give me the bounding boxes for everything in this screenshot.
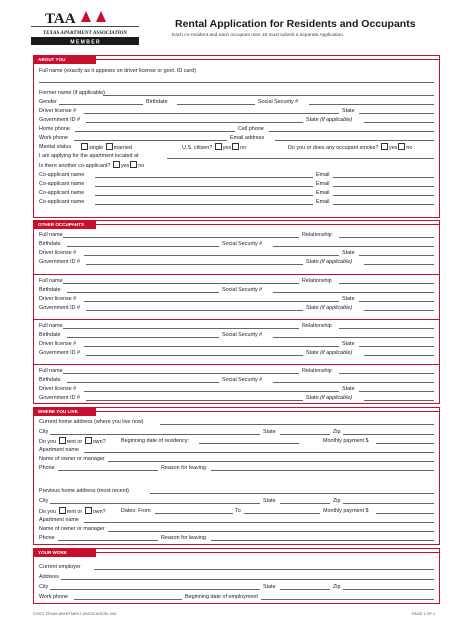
field-coapplicant-name[interactable] <box>95 204 313 205</box>
checkbox-prev-own[interactable] <box>85 507 92 514</box>
field-coapplicant-email[interactable] <box>333 186 434 187</box>
field-occupant-dl-state[interactable] <box>359 255 434 256</box>
label-ssn: Social Security # <box>258 99 299 105</box>
label-smoke-no: no <box>406 145 413 151</box>
field-occupant-government-id[interactable] <box>86 400 303 401</box>
label-applying-for: I am applying for the apartment located at <box>39 153 139 159</box>
label-occupant-driver-license: Driver license # <box>39 386 77 392</box>
field-gov-state[interactable] <box>364 122 434 123</box>
label-work-city: City <box>39 584 49 590</box>
label-occupant-relationship: Relationship <box>302 323 332 329</box>
label-coapplicant-name: Co-applicant name <box>39 181 85 187</box>
logo-member-text: M E M B E R <box>70 39 100 46</box>
field-occupant-gov-state[interactable] <box>364 355 434 356</box>
label-gender: Gender <box>39 99 57 105</box>
field-dl-state[interactable] <box>359 113 434 114</box>
label-smoke: Do you or does any occupant smoke? <box>288 145 379 151</box>
field-occupant-driver-license[interactable] <box>84 346 339 347</box>
section-tab-where-you-live: WHERE YOU LIVE <box>34 408 96 416</box>
label-prev-own: own? <box>92 509 106 515</box>
label-employer-address: Address <box>39 574 59 580</box>
field-prev-apartment-name[interactable] <box>84 522 434 523</box>
field-begin-employment[interactable] <box>261 599 434 600</box>
field-coapplicant-email[interactable] <box>333 195 434 196</box>
field-dates-from[interactable] <box>155 513 233 514</box>
label-coapplicant-email: Email <box>316 172 330 178</box>
label-current-address: Current home address (where you live now) <box>39 419 144 425</box>
label-begin-residency: Beginning date of residency: <box>121 438 190 444</box>
footer-copyright: ©2021 TEXAS APARTMENT ASSOCIATION, INC. <box>33 612 118 616</box>
label-prev-city: City <box>39 498 49 504</box>
label-occupant-government-id: Government ID # <box>39 259 81 265</box>
checkbox-rent[interactable] <box>59 437 66 444</box>
field-occupant-birthdate[interactable] <box>67 246 219 247</box>
field-work-city[interactable] <box>50 589 260 590</box>
label-occupant-birthdate: Birthdate <box>39 377 61 383</box>
section-where-you-live <box>33 407 440 545</box>
field-occupant-government-id[interactable] <box>86 310 303 311</box>
occupant-block <box>34 231 439 275</box>
logo-main-text: TAA <box>45 11 76 27</box>
label-owner-manager: Name of owner or manager <box>39 456 105 462</box>
field-zip[interactable] <box>343 434 434 435</box>
field-occupant-full-name[interactable] <box>63 237 299 238</box>
label-occupant-gov-state: State <box>306 259 319 265</box>
checkbox-single[interactable] <box>81 143 88 150</box>
field-occupant-birthdate[interactable] <box>67 292 219 293</box>
label-if-applicable: (if applicable) <box>320 305 353 311</box>
label-current-employer: Current employer <box>39 564 81 570</box>
field-prev-zip[interactable] <box>343 503 434 504</box>
field-city[interactable] <box>50 434 260 435</box>
field-cell-phone[interactable] <box>269 131 434 132</box>
label-occupant-dl-state: State <box>342 386 355 392</box>
label-occupant-government-id: Government ID # <box>39 305 81 311</box>
label-gov-state: State <box>306 117 319 123</box>
label-occupant-full-name: Full name <box>39 368 63 374</box>
label-occupant-birthdate: Birthdate <box>39 332 61 338</box>
label-occupant-driver-license: Driver license # <box>39 296 77 302</box>
label-occupant-full-name: Full name <box>39 278 63 284</box>
label-occupant-driver-license: Driver license # <box>39 250 77 256</box>
label-work-phone: Work phone <box>39 135 68 141</box>
label-occupant-full-name: Full name <box>39 323 63 329</box>
field-monthly-payment[interactable] <box>376 443 434 444</box>
field-previous-address[interactable] <box>150 493 434 494</box>
label-occupant-dl-state: State <box>342 296 355 302</box>
field-full-name[interactable] <box>39 82 434 83</box>
field-occupant-relationship[interactable] <box>339 237 434 238</box>
label-prev-apartment-name: Apartment name <box>39 517 79 523</box>
occupant-block <box>34 367 439 403</box>
label-occupant-ssn: Social Security # <box>222 377 263 383</box>
section-your-work <box>33 548 440 604</box>
field-prev-reason-leaving[interactable] <box>211 540 434 541</box>
taa-logo <box>31 10 139 48</box>
label-occupant-gov-state: State <box>306 305 319 311</box>
checkbox-citizen-no[interactable] <box>232 143 239 150</box>
label-coapp-yes: yes <box>120 163 130 169</box>
label-prev-state: State <box>263 498 276 504</box>
field-apartment-name[interactable] <box>84 452 434 453</box>
label-previous-address: Previous home address (most recent) <box>39 488 129 494</box>
label-us-citizen: U.S. citizen? <box>182 145 213 151</box>
field-birthdate[interactable] <box>177 104 255 105</box>
label-do-you: Do you <box>39 439 57 445</box>
checkbox-prev-rent[interactable] <box>59 507 66 514</box>
label-occupant-driver-license: Driver license # <box>39 341 77 347</box>
label-coapplicant-name: Co-applicant name <box>39 199 85 205</box>
label-citizen-yes: yes <box>222 145 232 151</box>
field-state[interactable] <box>280 434 330 435</box>
field-occupant-relationship[interactable] <box>339 328 434 329</box>
field-occupant-dl-state[interactable] <box>359 346 434 347</box>
label-work-zip: Zip <box>333 584 341 590</box>
label-if-applicable: (if applicable) <box>320 350 353 356</box>
label-occupant-birthdate: Birthdate <box>39 287 61 293</box>
field-work-state[interactable] <box>280 589 330 590</box>
field-dates-to[interactable] <box>244 513 320 514</box>
label-cell-phone: Cell phone <box>238 126 264 132</box>
field-occupant-relationship[interactable] <box>339 283 434 284</box>
label-former-name: Former name (if applicable) <box>39 90 105 96</box>
field-prev-phone[interactable] <box>58 540 158 541</box>
label-state: State <box>263 429 276 435</box>
field-occupant-dl-state[interactable] <box>359 391 434 392</box>
label-coapp-no: no <box>138 163 145 169</box>
label-prev-do-you: Do you <box>39 509 57 515</box>
label-if-applicable: (if applicable) <box>320 395 353 401</box>
label-apartment-name: Apartment name <box>39 447 79 453</box>
field-coapplicant-name[interactable] <box>95 177 313 178</box>
label-prev-monthly-payment: Monthly payment $ <box>323 508 369 514</box>
label-occupant-government-id: Government ID # <box>39 395 81 401</box>
label-employer-phone: Work phone <box>39 594 68 600</box>
section-tab-about-you: ABOUT YOU <box>34 56 96 64</box>
label-marital-status: Marital status <box>39 144 72 150</box>
checkbox-married[interactable] <box>106 143 113 150</box>
page-header <box>0 0 474 52</box>
label-occupant-dl-state: State <box>342 250 355 256</box>
field-employer-address[interactable] <box>61 579 434 580</box>
field-prev-monthly-payment[interactable] <box>376 513 434 514</box>
field-occupant-ssn[interactable] <box>273 337 434 338</box>
checkbox-coapp-no[interactable] <box>130 161 137 168</box>
label-prev-phone: Phone <box>39 535 55 541</box>
label-occupant-relationship: Relationship <box>302 232 332 238</box>
field-prev-owner-manager[interactable] <box>108 531 434 532</box>
field-current-employer[interactable] <box>94 569 434 570</box>
field-former-name[interactable] <box>103 95 434 96</box>
field-occupant-driver-license[interactable] <box>84 391 339 392</box>
field-employer-phone[interactable] <box>74 599 182 600</box>
field-owner-manager[interactable] <box>108 461 434 462</box>
field-current-address[interactable] <box>160 424 434 425</box>
label-prev-rent: rent or <box>66 509 83 515</box>
section-about-you <box>33 55 440 218</box>
field-occupant-full-name[interactable] <box>63 283 299 284</box>
occupant-block <box>34 277 439 321</box>
label-occupant-ssn: Social Security # <box>222 241 263 247</box>
field-occupant-full-name[interactable] <box>63 373 299 374</box>
label-dates-from: Dates: From <box>121 508 151 514</box>
label-own: own? <box>92 439 106 445</box>
label-another-coapplicant: Is there another co-applicant? <box>39 163 111 169</box>
field-occupant-relationship[interactable] <box>339 373 434 374</box>
field-occupant-gov-state[interactable] <box>364 400 434 401</box>
label-citizen-no: no <box>240 145 247 151</box>
field-coapplicant-name[interactable] <box>95 186 313 187</box>
label-zip: Zip <box>333 429 341 435</box>
field-gender[interactable] <box>59 104 143 105</box>
label-rent: rent or <box>66 439 83 445</box>
section-tab-other-occupants: OTHER OCCUPANTS <box>34 221 96 229</box>
field-government-id[interactable] <box>86 122 303 123</box>
page-subtitle: Each co-resident and each occupant over 18 must submit a separate Application. <box>172 33 345 38</box>
label-occupant-relationship: Relationship <box>302 368 332 374</box>
label-occupant-birthdate: Birthdate <box>39 241 61 247</box>
label-prev-zip: Zip <box>333 498 341 504</box>
label-occupant-government-id: Government ID # <box>39 350 81 356</box>
label-if-applicable: (if applicable) <box>320 117 353 123</box>
logo-org-text: TEXAS APARTMENT ASSOCIATION <box>42 30 128 36</box>
label-occupant-relationship: Relationship <box>302 278 332 284</box>
field-occupant-gov-state[interactable] <box>364 264 434 265</box>
label-coapplicant-name: Co-applicant name <box>39 190 85 196</box>
label-if-applicable: (if applicable) <box>320 259 353 265</box>
field-email[interactable] <box>275 140 434 141</box>
field-coapplicant-name[interactable] <box>95 195 313 196</box>
label-married: married <box>113 145 132 151</box>
field-begin-residency[interactable] <box>199 443 299 444</box>
label-dates-to: To <box>235 508 241 514</box>
label-email: Email address <box>230 135 265 141</box>
field-work-zip[interactable] <box>343 589 434 590</box>
label-occupant-full-name: Full name <box>39 232 63 238</box>
checkbox-citizen-yes[interactable] <box>215 143 222 150</box>
label-government-id: Government ID # <box>39 117 81 123</box>
label-birthdate: Birthdate <box>146 99 168 105</box>
label-occupant-gov-state: State <box>306 350 319 356</box>
label-dl-state: State <box>342 108 355 114</box>
field-occupant-full-name[interactable] <box>63 328 299 329</box>
field-occupant-driver-license[interactable] <box>84 255 339 256</box>
label-coapplicant-email: Email <box>316 190 330 196</box>
field-prev-city[interactable] <box>50 503 260 504</box>
label-occupant-ssn: Social Security # <box>222 332 263 338</box>
label-home-phone: Home phone <box>39 126 70 132</box>
section-other-occupants <box>33 220 440 404</box>
field-occupant-ssn[interactable] <box>273 292 434 293</box>
field-ssn[interactable] <box>309 104 434 105</box>
field-prev-state[interactable] <box>280 503 330 504</box>
field-occupant-ssn[interactable] <box>273 246 434 247</box>
page-title: Rental Application for Residents and Occupants <box>175 18 416 30</box>
label-occupant-gov-state: State <box>306 395 319 401</box>
field-occupant-birthdate[interactable] <box>67 337 219 338</box>
checkbox-coapp-yes[interactable] <box>113 161 120 168</box>
occupant-block <box>34 322 439 366</box>
label-phone: Phone <box>39 465 55 471</box>
label-smoke-yes: yes <box>389 145 398 151</box>
field-home-phone[interactable] <box>75 131 235 132</box>
field-phone[interactable] <box>58 470 158 471</box>
label-coapplicant-email: Email <box>316 199 330 205</box>
field-occupant-dl-state[interactable] <box>359 301 434 302</box>
label-begin-employment: Beginning date of employment <box>185 594 258 600</box>
section-tab-your-work: YOUR WORK <box>34 549 96 557</box>
label-occupant-dl-state: State <box>342 341 355 347</box>
checkbox-smoke-yes[interactable] <box>381 143 388 150</box>
field-occupant-government-id[interactable] <box>86 264 303 265</box>
label-single: single <box>89 145 104 151</box>
label-driver-license: Driver license # <box>39 108 77 114</box>
field-reason-leaving[interactable] <box>211 470 434 471</box>
label-prev-reason-leaving: Reason for leaving <box>161 535 206 541</box>
field-coapplicant-email[interactable] <box>333 177 434 178</box>
field-coapplicant-email[interactable] <box>333 204 434 205</box>
field-work-phone[interactable] <box>74 140 227 141</box>
field-occupant-birthdate[interactable] <box>67 382 219 383</box>
field-occupant-driver-license[interactable] <box>84 301 339 302</box>
field-occupant-ssn[interactable] <box>273 382 434 383</box>
label-coapplicant-email: Email <box>316 181 330 187</box>
label-city: City <box>39 429 49 435</box>
field-occupant-government-id[interactable] <box>86 355 303 356</box>
label-full-name: Full name (exactly as it appears on driver license or govt. ID card) <box>39 68 196 74</box>
field-apartment-address[interactable] <box>167 158 434 159</box>
label-occupant-ssn: Social Security # <box>222 287 263 293</box>
checkbox-smoke-no[interactable] <box>398 143 405 150</box>
field-driver-license[interactable] <box>84 113 339 114</box>
field-occupant-gov-state[interactable] <box>364 310 434 311</box>
footer-page-number: PAGE 1 OF 4 <box>412 612 435 616</box>
label-monthly-payment: Monthly payment $ <box>323 438 369 444</box>
label-prev-owner-manager: Name of owner or manager <box>39 526 105 532</box>
label-work-state: State <box>263 584 276 590</box>
label-coapplicant-name: Co-applicant name <box>39 172 85 178</box>
checkbox-own[interactable] <box>85 437 92 444</box>
label-reason-leaving: Reason for leaving <box>161 465 206 471</box>
